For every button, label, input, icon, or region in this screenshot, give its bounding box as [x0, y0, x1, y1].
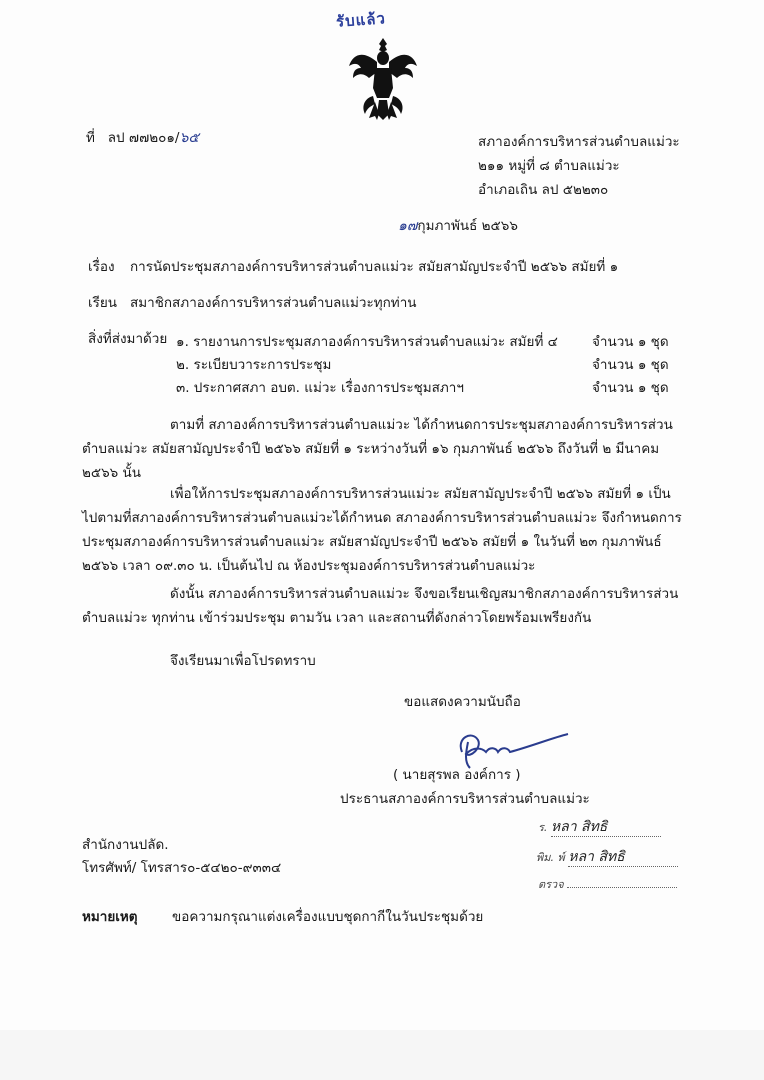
sender-address-line-2: ๒๑๑ หมู่ที่ ๘ ตำบลแม่วะ: [478, 158, 620, 174]
page-bottom-margin: [0, 1030, 764, 1080]
initial-line: [538, 818, 661, 837]
body-paragraph-1: ตามที่ สภาองค์การบริหารส่วนตำบลแม่วะ ได้กำหนดการประชุมสภาองค์การบริหารส่วนตำบลแม่วะ สมัยสามัญประจำปี ๒๕๖๖ สมัยที่ ๑ ระหว่างวันที่ ๑๖ กุมภาพันธ์ ๒๕๖๖ ถึงวันที่ ๒ มีนาคม ๒๕๖๖ นั้น: [82, 417, 673, 481]
recipient-text: สมาชิกสภาองค์การบริหารส่วนตำบลแม่วะทุกท่าน: [130, 295, 417, 311]
received-stamp: รับแล้ว: [335, 9, 387, 31]
enclosure-quantity: จำนวน ๑ ชุด: [592, 357, 669, 373]
office-phone: โทรศัพท์/ โทรสาร๐-๕๔๒๐-๙๓๓๔: [82, 860, 282, 876]
enclosure-quantity: จำนวน ๑ ชุด: [592, 380, 669, 396]
signer-name: ( นายสุรพล องค์การ ): [393, 767, 521, 783]
body-paragraph-2: เพื่อให้การประชุมสภาองค์การบริหารส่วนแม่วะ สมัยสามัญประจำปี ๒๕๖๖ สมัยที่ ๑ เป็นไปตามที่สภาองค์การบริหารส่วนตำบลแม่วะได้กำหนด สภาองค์การบริหารส่วนตำบลแม่วะ จึงกำหนดการประชุมสภาองค์การบริหารส่วนตำบลแม่วะ สมัยสามัญประจำปี ๒๕๖๖ สมัยที่ ๑ ในวันที่ ๒๓ กุมภาพันธ์ ๒๕๖๖ เวลา ๐๙.๓๐ น. เป็นต้นไป ณ ห้องประชุมองค์การบริหารส่วนตำบลแม่วะ: [82, 486, 682, 574]
initial-prefix: ตรวจ: [538, 878, 564, 891]
date-month-year: กุมภาพันธ์ ๒๕๖๖: [417, 218, 518, 234]
initial-signature: [567, 887, 677, 888]
note-label: หมายเหตุ: [82, 909, 138, 925]
enclosure-item: ๑. รายงานการประชุมสภาองค์การบริหารส่วนตำบลแม่วะ สมัยที่ ๔: [176, 334, 558, 350]
enclosure-item: ๒. ระเบียบวาระการประชุม: [176, 357, 332, 373]
office-name: สำนักงานปลัด.: [82, 837, 169, 853]
reference-prefix: ที่: [86, 130, 95, 146]
reference-code: ลป ๗๗๒๐๑/: [107, 130, 180, 146]
initial-signature: หลา สิทธิ: [551, 818, 661, 837]
garuda-emblem-icon: [345, 32, 421, 124]
enclosure-quantity: จำนวน ๑ ชุด: [592, 334, 669, 350]
subject-text: การนัดประชุมสภาองค์การบริหารส่วนตำบลแม่วะ สมัยสามัญประจำปี ๒๕๖๖ สมัยที่ ๑: [130, 259, 619, 275]
signer-title: ประธานสภาองค์การบริหารส่วนตำบลแม่วะ: [340, 791, 590, 807]
reference-handwritten: ๖๕: [179, 130, 199, 146]
salutation: ขอแสดงความนับถือ: [404, 694, 521, 710]
subject-label: เรื่อง: [88, 259, 115, 275]
enclosure-item: ๓. ประกาศสภา อบต. แม่วะ เรื่องการประชุมสภาฯ: [176, 380, 464, 396]
closing-request: จึงเรียนมาเพื่อโปรดทราบ: [170, 653, 316, 669]
initial-signature: หลา สิทธิ: [568, 848, 678, 867]
note-text: ขอความกรุณาแต่งเครื่องแบบชุดกากีในวันประชุมด้วย: [172, 909, 484, 925]
initial-prefix: พิม. พ์: [536, 851, 565, 864]
sender-address-line-3: อำเภอเถิน ลป ๕๒๒๓๐: [478, 182, 609, 198]
enclosures-label: สิ่งที่ส่งมาด้วย: [88, 331, 168, 347]
initial-line: [536, 848, 678, 867]
sender-address-line-1: สภาองค์การบริหารส่วนตำบลแม่วะ: [478, 134, 680, 150]
date-day-handwritten: ๑๗: [398, 218, 418, 234]
recipient-label: เรียน: [88, 295, 118, 311]
letter-date: [398, 217, 518, 235]
initial-prefix: ร.: [538, 821, 548, 834]
reference-number: [86, 129, 199, 147]
initial-line: [538, 876, 677, 894]
body-paragraph-3: ดังนั้น สภาองค์การบริหารส่วนตำบลแม่วะ จึงขอเรียนเชิญสมาชิกสภาองค์การบริหารส่วนตำบลแม่วะ ทุกท่าน เข้าร่วมประชุม ตามวัน เวลา และสถานที่ดังกล่าวโดยพร้อมเพรียงกัน: [82, 586, 679, 626]
